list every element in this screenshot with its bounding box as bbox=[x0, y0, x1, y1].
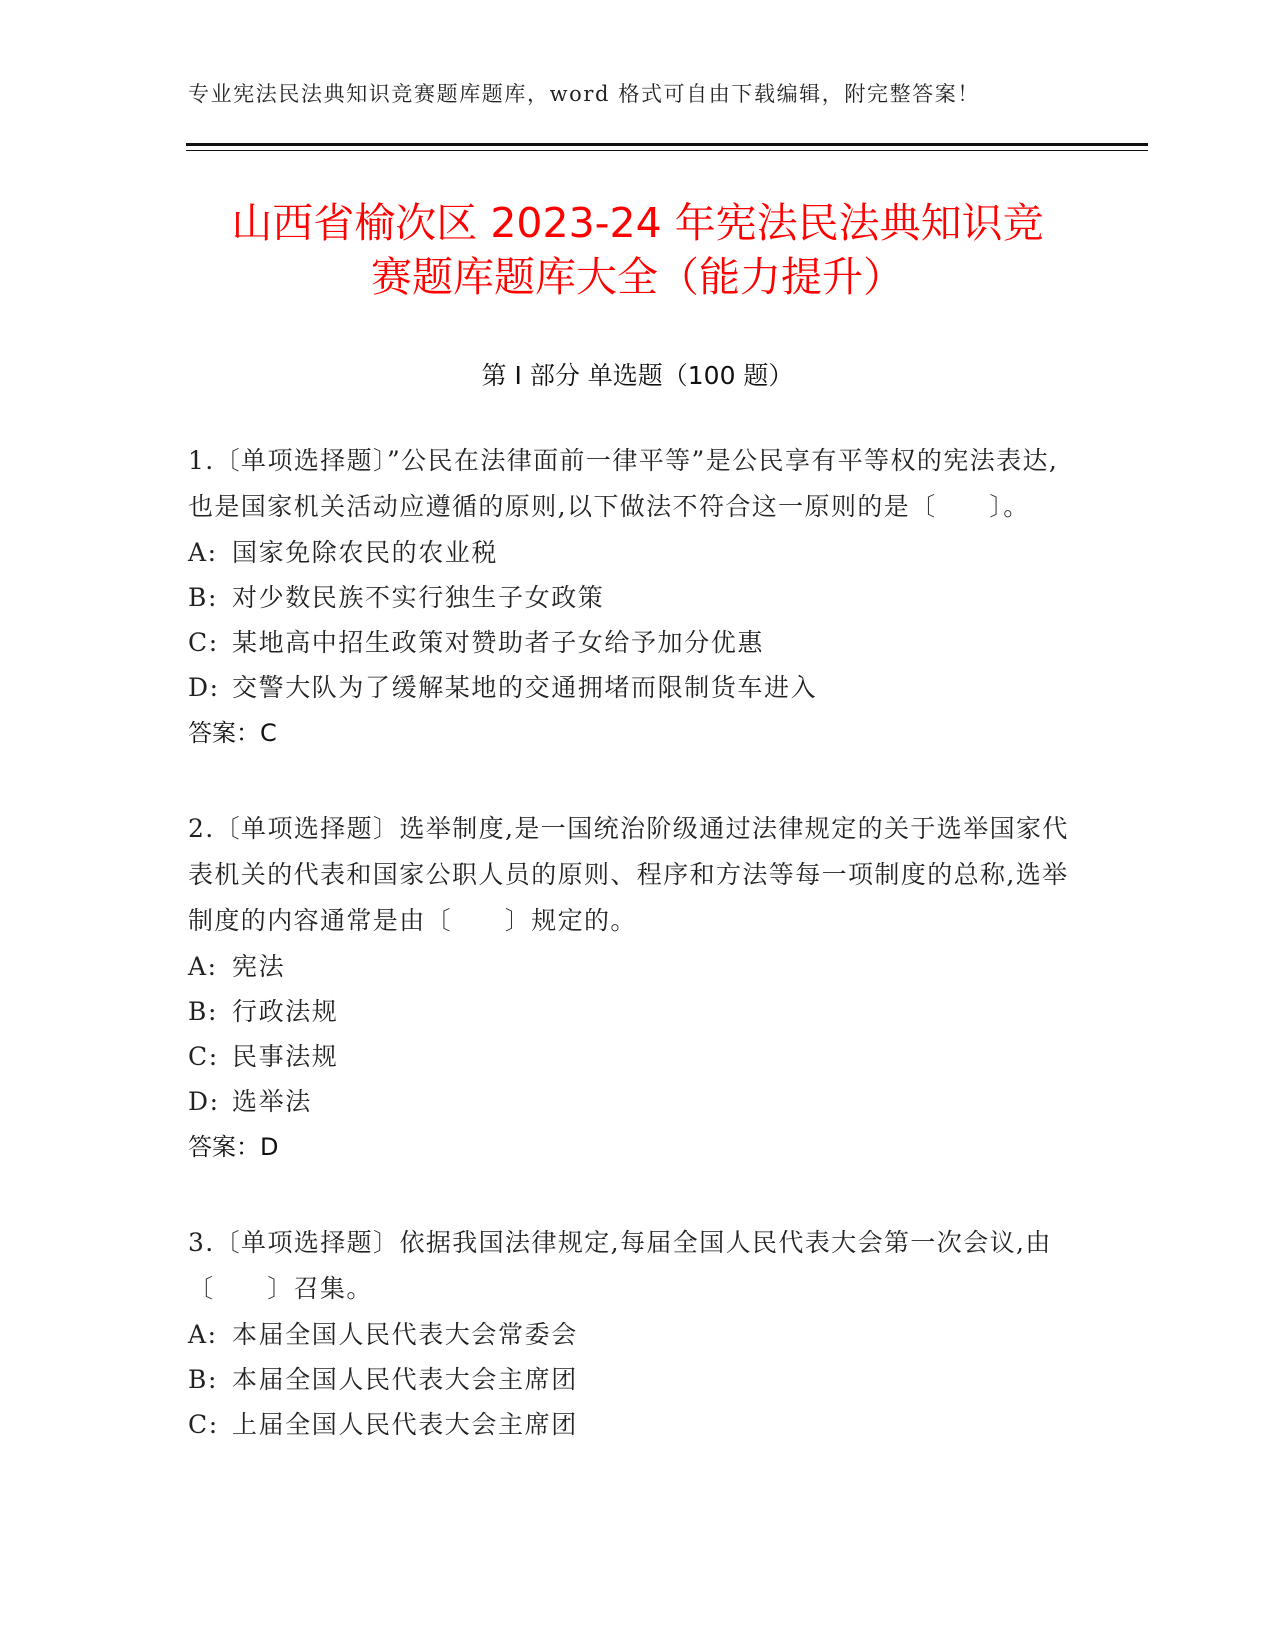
header-rule-thick bbox=[186, 143, 1148, 146]
question-3 bbox=[188, 1220, 1078, 1447]
option-key: B: bbox=[188, 583, 218, 612]
question-2 bbox=[188, 806, 1078, 1170]
option-text: 对少数民族不实行独生子女政策 bbox=[232, 583, 605, 612]
option-text: 选举法 bbox=[232, 1087, 312, 1116]
option-c bbox=[188, 620, 1078, 665]
option-key: D: bbox=[188, 1087, 220, 1116]
option-d bbox=[188, 1079, 1078, 1124]
option-c bbox=[188, 1034, 1078, 1079]
header-note: 专业宪法民法典知识竞赛题库题库，word 格式可自由下载编辑，附完整答案！ bbox=[188, 82, 980, 106]
option-list bbox=[188, 530, 1078, 710]
option-key: B: bbox=[188, 1365, 218, 1394]
option-text: 上届全国人民代表大会主席团 bbox=[232, 1410, 578, 1439]
option-key: A: bbox=[188, 1320, 218, 1349]
answer-label: 答案：C bbox=[188, 719, 277, 747]
question-1 bbox=[188, 438, 1078, 756]
document-title bbox=[150, 196, 1125, 304]
option-text: 国家免除农民的农业税 bbox=[232, 538, 499, 567]
option-key: B: bbox=[188, 997, 218, 1026]
option-key: C: bbox=[188, 1410, 219, 1439]
option-list bbox=[188, 944, 1078, 1124]
option-a bbox=[188, 530, 1078, 575]
question-stem: 1.〔单项选择题〕”公民在法律面前一律平等”是公民享有平等权的宪法表达,也是国家机关活动应遵循的原则,以下做法不符合这一原则的是〔 〕。 bbox=[188, 446, 1059, 521]
option-c bbox=[188, 1402, 1078, 1447]
option-b bbox=[188, 1357, 1078, 1402]
option-text: 交警大队为了缓解某地的交通拥堵而限制货车进入 bbox=[232, 673, 818, 702]
option-a bbox=[188, 1312, 1078, 1357]
answer-label: 答案：D bbox=[188, 1133, 279, 1161]
title-line-1: 山西省榆次区 2023-24 年宪法民法典知识竞 bbox=[231, 199, 1044, 247]
section-heading: 第 I 部分 单选题（100 题） bbox=[481, 361, 794, 390]
option-key: D: bbox=[188, 673, 220, 702]
question-stem: 2.〔单项选择题〕选举制度,是一国统治阶级通过法律规定的关于选举国家代表机关的代表和国家公职人员的原则、程序和方法等每一项制度的总称,选举制度的内容通常是由〔 〕规定的。 bbox=[188, 814, 1069, 935]
question-stem: 3.〔单项选择题〕依据我国法律规定,每届全国人民代表大会第一次会议,由〔 〕召集。 bbox=[188, 1228, 1052, 1303]
option-text: 民事法规 bbox=[232, 1042, 339, 1071]
option-key: A: bbox=[188, 952, 218, 981]
question-list bbox=[188, 438, 1078, 1497]
option-d bbox=[188, 665, 1078, 710]
option-a bbox=[188, 944, 1078, 989]
option-key: C: bbox=[188, 628, 219, 657]
option-b bbox=[188, 989, 1078, 1034]
option-text: 行政法规 bbox=[232, 997, 339, 1026]
option-b bbox=[188, 575, 1078, 620]
header-rule-thin bbox=[186, 150, 1148, 151]
option-text: 本届全国人民代表大会常委会 bbox=[232, 1320, 578, 1349]
option-text: 某地高中招生政策对赞助者子女给予加分优惠 bbox=[232, 628, 765, 657]
option-key: A: bbox=[188, 538, 218, 567]
option-text: 本届全国人民代表大会主席团 bbox=[232, 1365, 578, 1394]
title-line-2: 赛题库题库大全（能力提升） bbox=[371, 253, 904, 301]
option-text: 宪法 bbox=[232, 952, 286, 981]
option-list bbox=[188, 1312, 1078, 1447]
option-key: C: bbox=[188, 1042, 219, 1071]
